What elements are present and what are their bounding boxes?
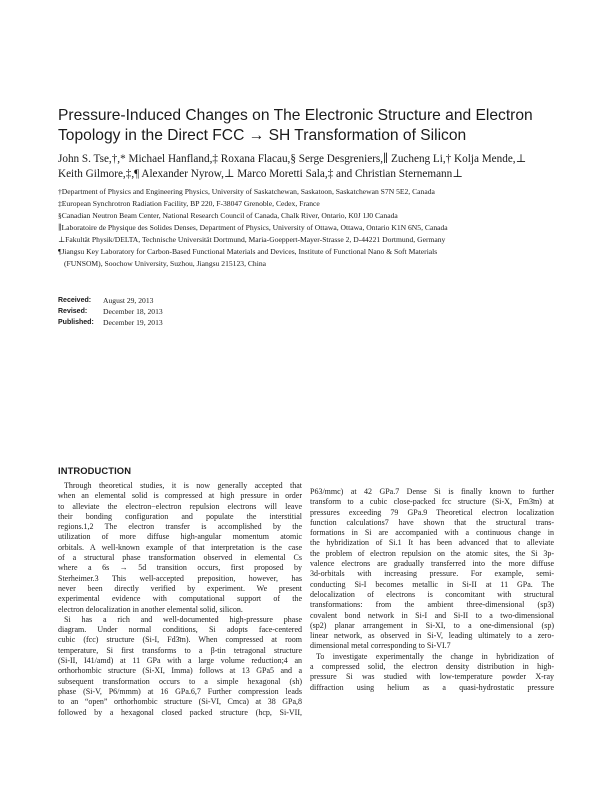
text-line: diagram. Under normal conditions, Si adopts face-centered <box>58 625 302 635</box>
text-line: valence electrons are gradually transferred into the more diffuse <box>310 559 554 569</box>
affiliation: †Department of Physics and Engineering Physics, University of Saskatchewan, Saskatoon, Saskatchewan S7N 5E2, Canada <box>58 187 435 196</box>
title-line: Pressure-Induced Changes on The Electronic Structure and Electron <box>58 107 533 124</box>
text-line: transform to a cubic close-packed fcc structure (Si-X, Fm3̄m) at <box>310 497 554 507</box>
title-line: Topology in the Direct FCC → SH Transformation of Silicon <box>58 127 467 144</box>
text-line: a compressed solid, the electron density distribution in high- <box>310 662 554 672</box>
text-line: temperature, Si first transforms to a β-tin tetragonal structure <box>58 645 302 655</box>
paper-title <box>58 106 548 146</box>
text-line: function calculations7 have shown that the structural trans- <box>310 517 554 527</box>
text-line: transformations: from the ambient three-dimensional (sp3) <box>310 600 554 610</box>
text-line: covalent bond network in Si-I and Si-II to a two-dimensional <box>310 610 554 620</box>
affiliation-list <box>58 186 578 270</box>
affiliation: §Canadian Neutron Beam Center, National Research Council of Canada, Chalk River, Ontario, K0J 1J0 Canada <box>58 211 398 220</box>
date-label: Published: <box>58 319 94 326</box>
text-line: phase (Si-V, P6/mmm) at 16 GPa.6,7 Further compression leads <box>58 686 302 696</box>
affiliation: ¶Jiangsu Key Laboratory for Carbon-Based Functional Materials and Devices, Institute of Functional Nano & Soft Materials <box>58 247 438 256</box>
text-line: electron delocalization in another elemental solid, silicon. <box>58 604 243 614</box>
text-line: orbitals. A well-known example of that interpretation is the case <box>58 542 302 552</box>
section-heading: INTRODUCTION <box>58 465 132 476</box>
affiliation: ‡European Synchrotron Radiation Facility, BP 220, F-38047 Grenoble, Cedex, France <box>58 199 320 208</box>
text-line: Si has a rich and well-documented high-pressure phase <box>64 614 302 624</box>
text-line: Sterheimer.3 This well-accepted preposition, however, has <box>58 573 302 583</box>
author-line: John S. Tse,†,* Michael Hanfland,‡ Roxana Flacau,§ Serge Desgreniers,∥ Zucheng Li,† Kolja Mende,⊥ <box>58 153 527 165</box>
text-line: of a structural phase transformation observed in elemental Cs <box>58 553 302 563</box>
text-line: diffraction using helium as a quasi-hydrostatic pressure <box>310 682 554 692</box>
author-list <box>58 152 578 182</box>
date-value: December 18, 2013 <box>103 307 163 316</box>
text-line: the hybridization of Si.1 It has been advanced that to alleviate <box>310 538 554 548</box>
text-line: their bonding configuration and populate the interstitial <box>58 511 302 521</box>
text-line: linear network, as observed in Si-V, leading ultimately to a zero- <box>310 631 554 641</box>
text-line: to alleviate the electron−electron repulsion electrons will leave <box>58 501 302 511</box>
text-line: dimensional metal corresponding to Si-VI.7 <box>310 641 451 651</box>
date-row-revised <box>58 306 163 317</box>
left-column <box>58 481 302 718</box>
date-label: Revised: <box>58 308 88 315</box>
affiliation: ∥Laboratoire de Physique des Solides Denses, Department of Physics, University of Ottawa, Ottawa, Ontario K1N 6N5, Canada <box>58 223 448 232</box>
text-line: delocalization of electrons is concomitant with structural <box>310 589 554 599</box>
text-line: pressure Si was studied with low-temperature powder X-ray <box>310 672 554 682</box>
text-line: P63/mmc) at 42 GPa.7 Dense Si is finally known to further <box>310 487 554 496</box>
text-line: to an “open” orthorhombic structure (Si-VI, Cmca) at 38 GPa,8 <box>58 697 302 707</box>
text-line: conducting Si-I becomes metallic in Si-II at 11 GPa. The <box>310 579 554 589</box>
date-value: August 29, 2013 <box>103 296 154 305</box>
date-label: Received: <box>58 297 92 304</box>
text-line: when an elemental solid is compressed at high pressure in order <box>58 491 302 501</box>
text-line: (sp2) planar arrangement in Si-XI, to a one-dimensional (sp) <box>310 620 554 630</box>
right-column <box>310 487 554 693</box>
affiliation: (FUNSOM), Soochow University, Suzhou, Jiangsu 215123, China <box>64 259 267 268</box>
text-line: 3d-orbitals with increasing pressure. For example, semi- <box>310 569 554 579</box>
text-line: cubic (fcc) structure (Si-I, Fd3̄m). When compressed at room <box>58 635 302 645</box>
text-line: followed by a hexagonal closed packed structure (hcp, Si-VII, <box>58 707 302 717</box>
text-line: To investigate experimentally the change in hybridization of <box>316 651 554 661</box>
text-line: the problem of electron repulsion on the atomic sites, the Si 3p- <box>310 548 554 558</box>
text-line: Through theoretical studies, it is now generally accepted that <box>64 481 302 490</box>
text-line: regions.1,2 The electron transfer is accomplished by the <box>58 522 302 532</box>
author-line: Keith Gilmore,‡,¶ Alexander Nyrow,⊥ Marco Moretti Sala,‡ and Christian Sternemann⊥ <box>58 168 463 180</box>
text-line: experimental evidence with computational support of the <box>58 594 302 604</box>
text-line: formations in Si are accompanied with a continuous change in <box>310 528 554 538</box>
date-row-published <box>58 317 163 328</box>
date-row-received <box>58 295 163 306</box>
text-line: where a 6s → 5d transition occurs, first proposed by <box>58 563 302 573</box>
text-line: pressures exceeding 79 GPa.9 Theoretical electron localization <box>310 507 554 517</box>
affiliation: ⊥Fakultät Physik/DELTA, Technische Universität Dortmund, Maria-Goeppert-Mayer-Strasse 2, D-44221 Dortmund, Germany <box>58 235 446 244</box>
text-line: (Si-II, I41/amd) at 11 GPa with a large volume reduction;4 an <box>58 656 302 666</box>
publication-dates <box>58 295 163 328</box>
text-line: subsequent transformation occurs to a simple hexagonal (sh) <box>58 676 302 686</box>
text-line: utilization of more diffuse high-angular momentum atomic <box>58 532 302 542</box>
text-line: never been directly verified by experiment. We present <box>58 583 302 593</box>
date-value: December 19, 2013 <box>103 318 163 327</box>
text-line: orthorhombic structure (Si-XI, Imma) follows at 13 GPa5 and a <box>58 666 302 676</box>
